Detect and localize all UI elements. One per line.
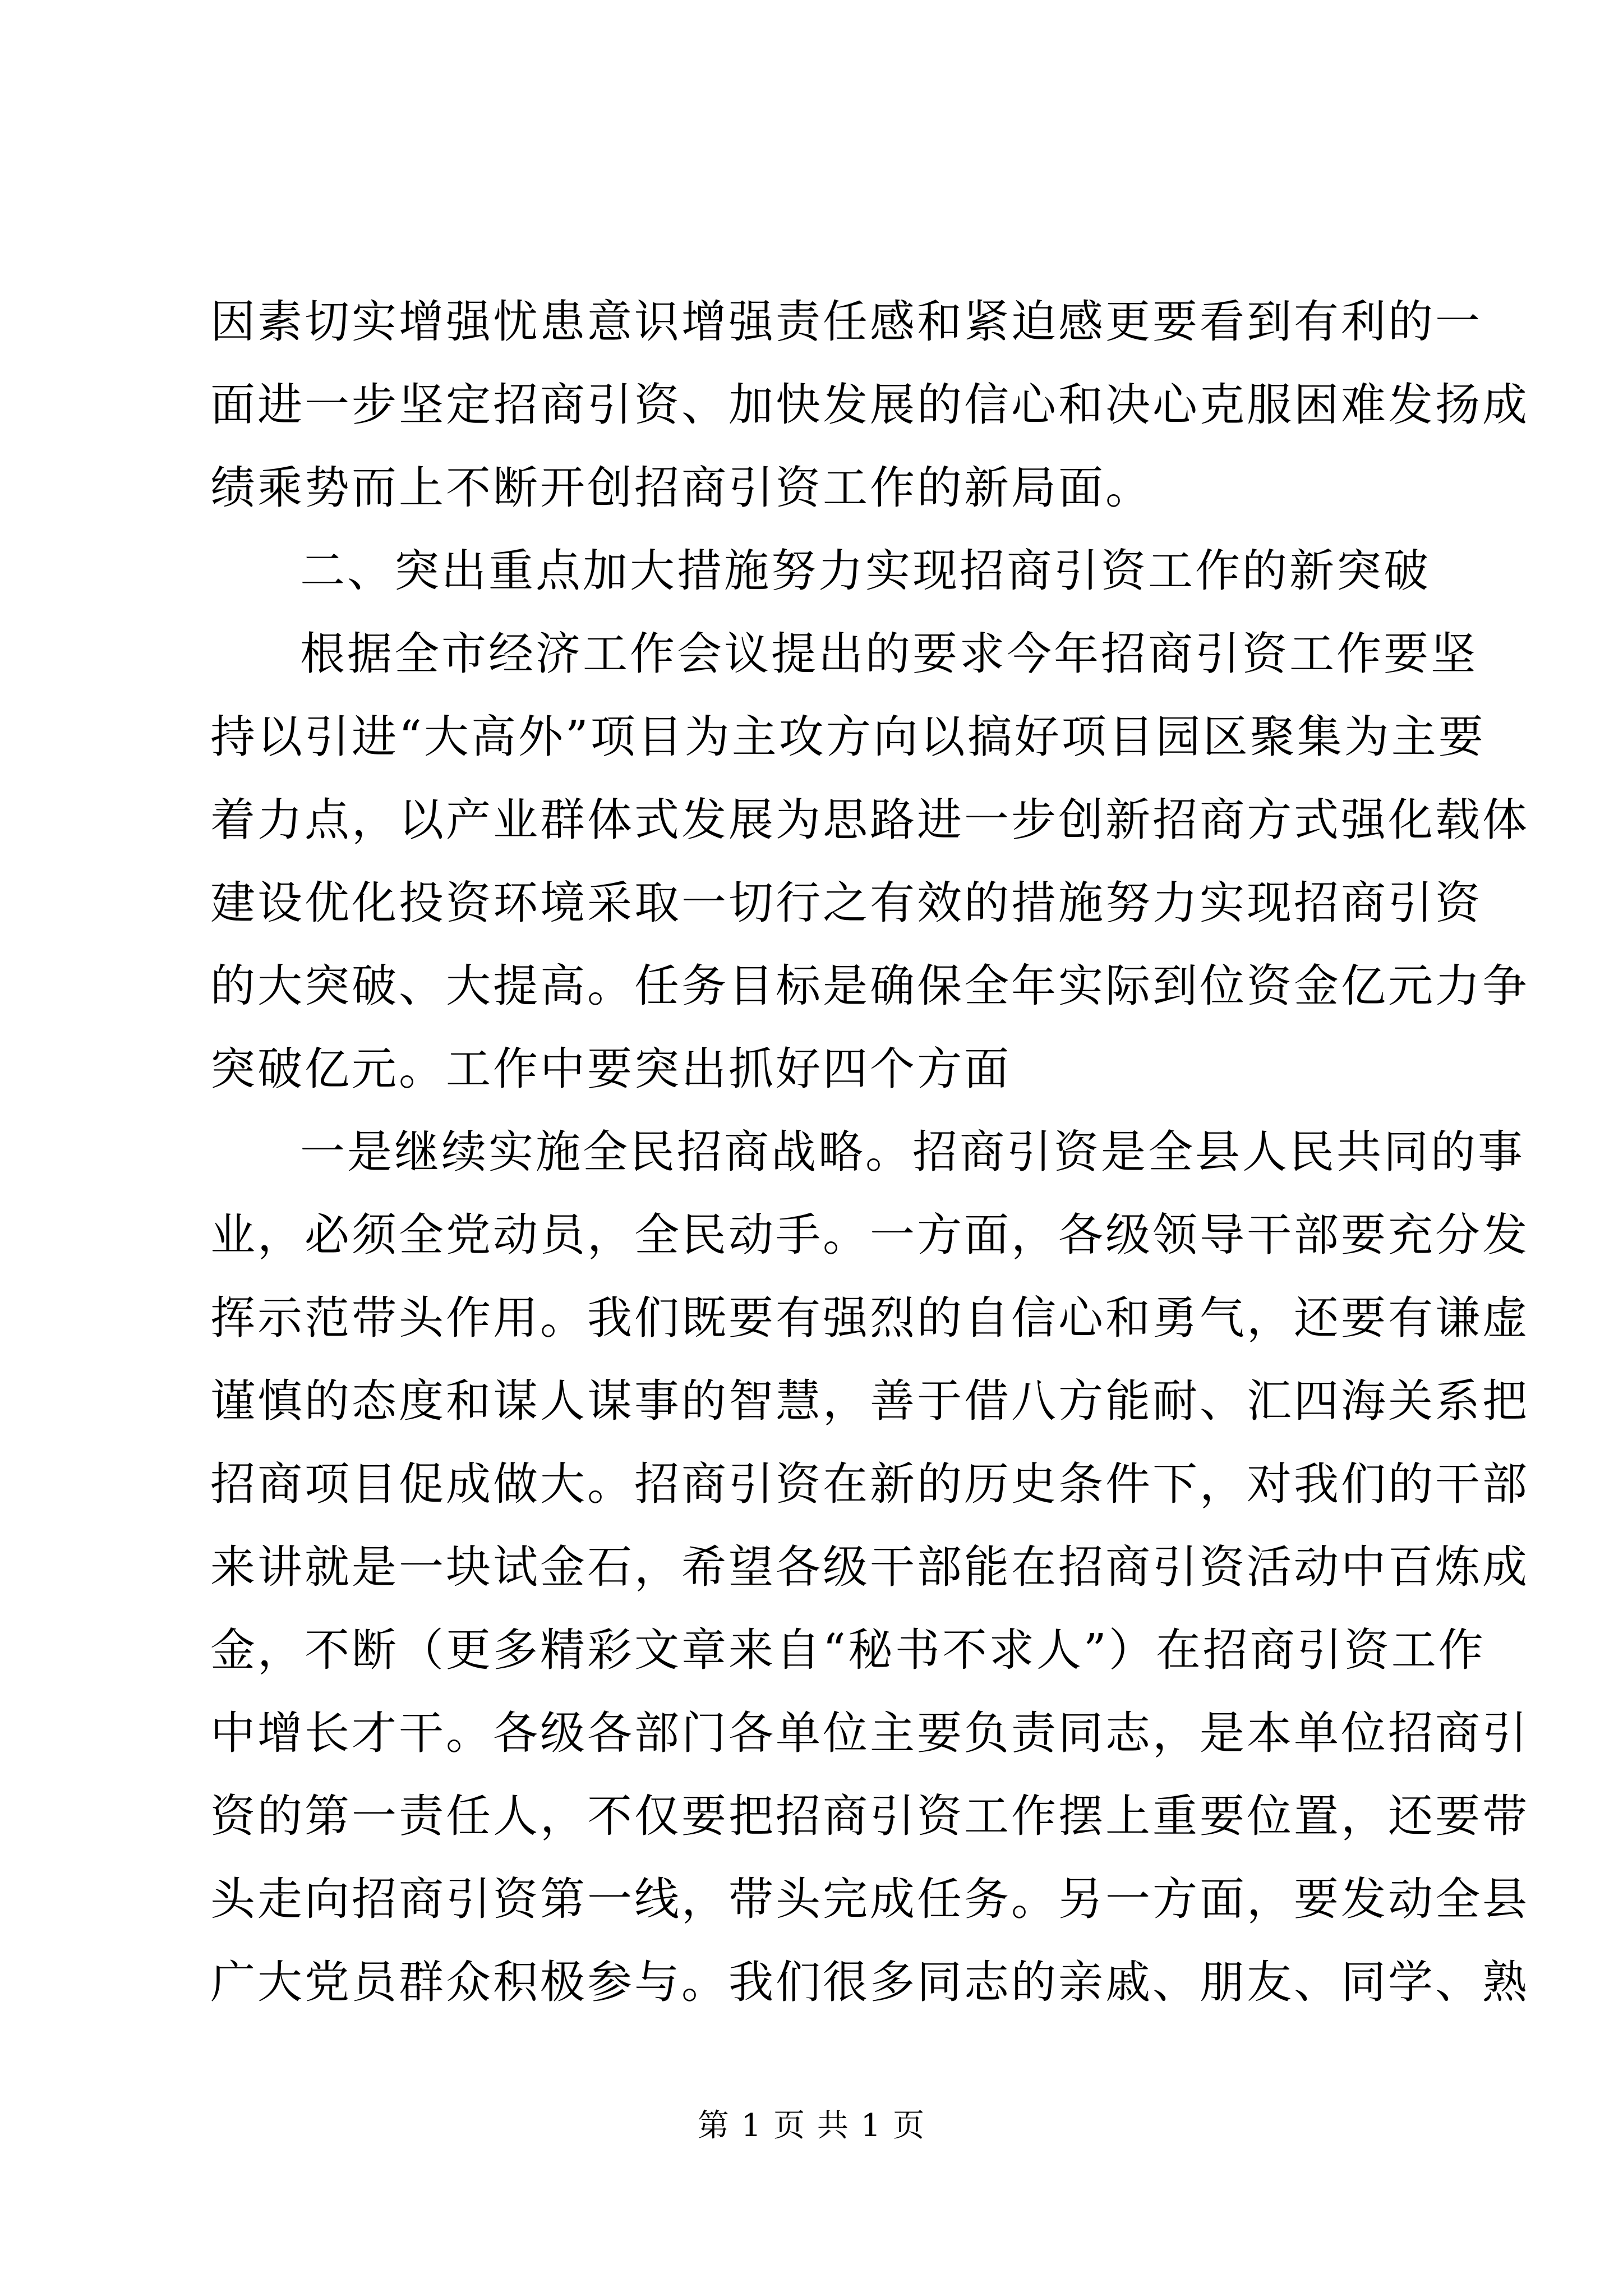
text-line: 持以引进“大高外”项目为主攻方向以搞好项目园区聚集为主要 [210, 711, 1486, 763]
text-line: 突破亿元。工作中要突出抓好四个方面 [210, 1043, 1011, 1095]
text-line: 业，必须全党动员，全民动手。一方面，各级领导干部要充分发 [210, 1209, 1529, 1261]
document-body [210, 280, 1529, 2024]
text-line: 中增长才干。各级各部门各单位主要负责同志，是本单位招商引 [210, 1707, 1529, 1759]
text-line: 招商项目促成做大。招商引资在新的历史条件下，对我们的干部 [210, 1458, 1529, 1510]
text-line: 绩乘势而上不断开创招商引资工作的新局面。 [210, 462, 1152, 514]
text-line: 一是继续实施全民招商战略。招商引资是全县人民共同的事 [300, 1126, 1525, 1178]
page-footer [0, 2106, 1623, 2146]
text-line: 面进一步坚定招商引资、加快发展的信心和决心克服困难发扬成 [210, 379, 1529, 431]
section-heading: 二、突出重点加大措施努力实现招商引资工作的新突破 [300, 545, 1431, 597]
text-line: 金，不断（更多精彩文章来自“秘书不求人”）在招商引资工作 [210, 1624, 1486, 1676]
text-line: 广大党员群众积极参与。我们很多同志的亲戚、朋友、同学、熟 [210, 1956, 1529, 2008]
text-line: 的大突破、大提高。任务目标是确保全年实际到位资金亿元力争 [210, 960, 1529, 1012]
text-line: 因素切实增强忧患意识增强责任感和紧迫感更要看到有利的一 [210, 296, 1482, 348]
text-line: 头走向招商引资第一线，带头完成任务。另一方面，要发动全县 [210, 1873, 1529, 1925]
text-line: 谨慎的态度和谋人谋事的智慧，善于借八方能耐、汇四海关系把 [210, 1375, 1529, 1427]
page-number-label: 第 1 页 共 1 页 [697, 2108, 926, 2144]
text-line: 根据全市经济工作会议提出的要求今年招商引资工作要坚 [300, 628, 1478, 680]
text-line: 资的第一责任人，不仅要把招商引资工作摆上重要位置，还要带 [210, 1790, 1529, 1842]
text-line: 着力点，以产业群体式发展为思路进一步创新招商方式强化载体 [210, 794, 1529, 846]
text-line: 建设优化投资环境采取一切行之有效的措施努力实现招商引资 [210, 877, 1482, 929]
text-line: 来讲就是一块试金石，希望各级干部能在招商引资活动中百炼成 [210, 1541, 1529, 1593]
text-line: 挥示范带头作用。我们既要有强烈的自信心和勇气，还要有谦虚 [210, 1292, 1529, 1344]
